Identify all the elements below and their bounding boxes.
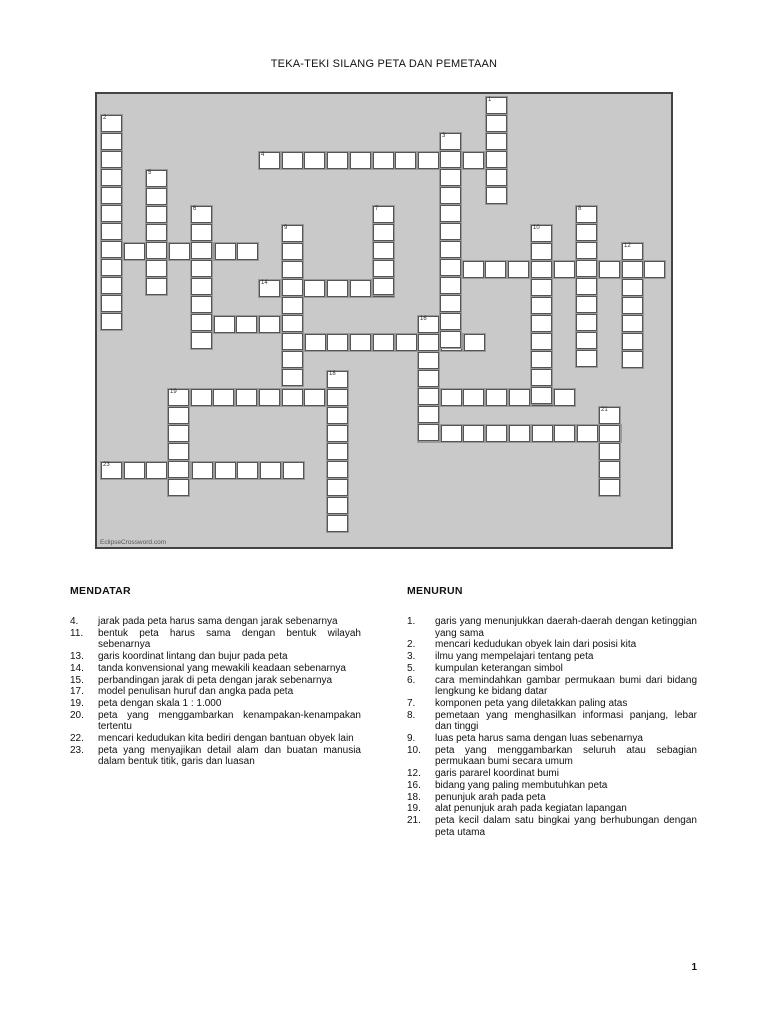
crossword-cell[interactable] xyxy=(124,243,145,260)
crossword-cell[interactable] xyxy=(282,333,303,350)
crossword-cell[interactable] xyxy=(259,152,280,169)
crossword-cell[interactable] xyxy=(215,462,236,479)
crossword-cell[interactable] xyxy=(101,277,122,294)
crossword-grid xyxy=(95,92,673,549)
menurun-clue xyxy=(407,780,697,792)
crossword-cell[interactable] xyxy=(531,369,552,386)
clue-text: peta dengan skala 1 : 1.000 xyxy=(98,697,222,709)
crossword-cell[interactable] xyxy=(327,407,348,424)
crossword-cell[interactable] xyxy=(464,334,485,351)
crossword-cell[interactable] xyxy=(146,242,167,259)
crossword-cell[interactable] xyxy=(486,115,507,132)
crossword-cell[interactable] xyxy=(101,133,122,150)
crossword-cell[interactable] xyxy=(237,462,258,479)
crossword-cell[interactable] xyxy=(373,242,394,259)
clue-number: 19. xyxy=(70,697,84,709)
clue-text: cara memindahkan gambar permukaan bumi dari bidang lengkung ke bidang datar xyxy=(435,674,697,698)
clue-number: 21. xyxy=(407,814,421,826)
clue-number: 17. xyxy=(70,686,84,698)
crossword-cell[interactable] xyxy=(599,479,620,496)
crossword-cell[interactable] xyxy=(463,389,484,406)
menurun-clue-list xyxy=(407,616,697,838)
menurun-clue xyxy=(407,639,697,651)
crossword-cell[interactable] xyxy=(305,334,326,351)
crossword-cell[interactable] xyxy=(146,188,167,205)
crossword-cell[interactable] xyxy=(259,389,280,406)
clue-text: ilmu yang mempelajari tentang peta xyxy=(435,651,594,663)
crossword-cell[interactable] xyxy=(168,443,189,460)
clue-number: 12. xyxy=(407,768,421,780)
clue-text: peta kecil dalam satu bingkai yang berhubungan dengan peta utama xyxy=(435,814,697,838)
mendatar-clue xyxy=(70,628,361,651)
mendatar-clue xyxy=(70,675,361,687)
clue-number: 7. xyxy=(407,697,416,709)
crossword-cell[interactable] xyxy=(486,425,507,442)
crossword-cell[interactable] xyxy=(327,497,348,514)
crossword-cell[interactable] xyxy=(282,297,303,314)
crossword-cell[interactable] xyxy=(418,406,439,423)
crossword-cell[interactable] xyxy=(576,206,597,223)
crossword-cell[interactable] xyxy=(486,389,507,406)
crossword-cell[interactable] xyxy=(395,152,416,169)
crossword-cell[interactable] xyxy=(622,297,643,314)
crossword-cell[interactable] xyxy=(327,334,348,351)
cell-number: 9 xyxy=(284,225,288,231)
cell-number: 1 xyxy=(488,97,492,103)
cell-number: 19 xyxy=(170,389,177,395)
crossword-cell[interactable] xyxy=(327,515,348,532)
crossword-cell[interactable] xyxy=(101,187,122,204)
crossword-cell[interactable] xyxy=(644,261,665,278)
clue-number: 1. xyxy=(407,616,416,627)
clue-text: model penulisan huruf dan angka pada peta xyxy=(98,686,294,698)
clue-text: pemetaan yang menghasilkan informasi panjang, lebar dan tinggi xyxy=(435,709,697,733)
clue-number: 11. xyxy=(70,627,84,639)
mendatar-clue xyxy=(70,733,361,745)
cell-number: 3 xyxy=(442,133,446,139)
menurun-clue xyxy=(407,675,697,698)
crossword-cell[interactable] xyxy=(169,243,190,260)
crossword-cell[interactable] xyxy=(509,389,530,406)
crossword-cell[interactable] xyxy=(214,316,235,333)
crossword-cell[interactable] xyxy=(440,169,461,186)
crossword-cell[interactable] xyxy=(463,152,484,169)
crossword-cell[interactable] xyxy=(554,261,575,278)
crossword-cell[interactable] xyxy=(101,462,122,479)
clue-text: garis yang menunjukkan daerah-daerah dengan ketinggian yang sama xyxy=(435,616,697,639)
clue-number: 14. xyxy=(70,662,84,674)
crossword-cell[interactable] xyxy=(146,278,167,295)
crossword-cell[interactable] xyxy=(146,170,167,187)
crossword-cell[interactable] xyxy=(168,479,189,496)
crossword-cell[interactable] xyxy=(622,351,643,368)
crossword-cell[interactable] xyxy=(599,443,620,460)
crossword-cell[interactable] xyxy=(622,261,643,278)
clue-number: 22. xyxy=(70,733,84,745)
cell-number: 23 xyxy=(103,462,110,468)
crossword-cell[interactable] xyxy=(441,425,462,442)
crossword-cell[interactable] xyxy=(508,261,529,278)
crossword-cell[interactable] xyxy=(327,371,348,388)
crossword-cell[interactable] xyxy=(350,334,371,351)
crossword-cell[interactable] xyxy=(282,243,303,260)
crossword-cell[interactable] xyxy=(418,334,439,351)
clue-text: peta yang menggambarkan seluruh atau sebagian permukaan bumi secara umum xyxy=(435,744,697,768)
crossword-cell[interactable] xyxy=(486,169,507,186)
crossword-cell[interactable] xyxy=(440,241,461,258)
crossword-cell[interactable] xyxy=(282,152,303,169)
crossword-cell[interactable] xyxy=(282,369,303,386)
crossword-cell[interactable] xyxy=(101,259,122,276)
crossword-cell[interactable] xyxy=(486,97,507,114)
crossword-cell[interactable] xyxy=(599,407,620,424)
clue-text: bidang yang paling membutuhkan peta xyxy=(435,779,608,791)
crossword-cell[interactable] xyxy=(531,279,552,296)
clue-text: jarak pada peta harus sama dengan jarak sebenarnya xyxy=(98,616,338,627)
crossword-cell[interactable] xyxy=(101,295,122,312)
crossword-cell[interactable] xyxy=(327,461,348,478)
crossword-cell[interactable] xyxy=(101,241,122,258)
crossword-cell[interactable] xyxy=(146,260,167,277)
crossword-cell[interactable] xyxy=(418,152,439,169)
menurun-clue xyxy=(407,710,697,733)
clue-text: tanda konvensional yang mewakili keadaan sebenarnya xyxy=(98,662,346,674)
crossword-cell[interactable] xyxy=(101,223,122,240)
crossword-cell[interactable] xyxy=(168,425,189,442)
cell-number: 16 xyxy=(420,316,427,322)
clue-number: 16. xyxy=(407,779,421,791)
menurun-clue xyxy=(407,616,697,639)
cell-number: 6 xyxy=(193,206,197,212)
crossword-cell[interactable] xyxy=(531,225,552,242)
crossword-cell[interactable] xyxy=(282,389,303,406)
crossword-cell[interactable] xyxy=(236,316,257,333)
clue-number: 4. xyxy=(70,616,79,627)
clue-number: 13. xyxy=(70,651,84,663)
clue-text: garis pararel koordinat bumi xyxy=(435,768,559,780)
clue-text: bentuk peta harus sama dengan bentuk wilayah sebenarnya xyxy=(98,627,361,651)
crossword-cell[interactable] xyxy=(463,425,484,442)
crossword-cell[interactable] xyxy=(463,261,484,278)
menurun-section xyxy=(407,585,697,838)
crossword-cell[interactable] xyxy=(440,331,461,348)
crossword-cell[interactable] xyxy=(191,242,212,259)
clue-text: mencari kedudukan kita bediri dengan bantuan obyek lain xyxy=(98,733,354,745)
crossword-cell[interactable] xyxy=(576,224,597,241)
crossword-cell[interactable] xyxy=(146,462,167,479)
crossword-cell[interactable] xyxy=(418,352,439,369)
mendatar-clue xyxy=(70,686,361,698)
crossword-cell[interactable] xyxy=(191,260,212,277)
clue-number: 6. xyxy=(407,674,416,686)
crossword-cell[interactable] xyxy=(282,351,303,368)
clue-number: 10. xyxy=(407,744,421,756)
mendatar-clue xyxy=(70,663,361,675)
crossword-cell[interactable] xyxy=(260,462,281,479)
crossword-cell[interactable] xyxy=(622,243,643,260)
mendatar-section xyxy=(70,585,361,768)
crossword-cell[interactable] xyxy=(327,425,348,442)
crossword-cell[interactable] xyxy=(373,206,394,223)
crossword-cell[interactable] xyxy=(146,224,167,241)
crossword-cell[interactable] xyxy=(168,461,189,478)
crossword-cell[interactable] xyxy=(576,314,597,331)
menurun-heading: MENURUN xyxy=(407,585,463,597)
crossword-cell[interactable] xyxy=(554,425,575,442)
clue-text: komponen peta yang diletakkan paling atas xyxy=(435,697,628,709)
crossword-cell[interactable] xyxy=(191,389,212,406)
crossword-cell[interactable] xyxy=(531,387,552,404)
crossword-cell[interactable] xyxy=(327,479,348,496)
crossword-cell[interactable] xyxy=(282,261,303,278)
crossword-cell[interactable] xyxy=(554,389,575,406)
crossword-cell[interactable] xyxy=(576,332,597,349)
crossword-cell[interactable] xyxy=(373,260,394,277)
crossword-cell[interactable] xyxy=(350,280,371,297)
menurun-clue xyxy=(407,803,697,815)
crossword-cell[interactable] xyxy=(191,314,212,331)
crossword-cell[interactable] xyxy=(101,151,122,168)
menurun-clue xyxy=(407,768,697,780)
menurun-clue xyxy=(407,745,697,768)
crossword-cell[interactable] xyxy=(418,316,439,333)
crossword-cell[interactable] xyxy=(622,279,643,296)
crossword-cell[interactable] xyxy=(259,280,280,297)
crossword-cell[interactable] xyxy=(373,278,394,295)
crossword-cell[interactable] xyxy=(485,261,506,278)
crossword-cell[interactable] xyxy=(101,313,122,330)
crossword-cell[interactable] xyxy=(101,205,122,222)
mendatar-clue xyxy=(70,616,361,628)
clue-number: 3. xyxy=(407,651,416,663)
crossword-cell[interactable] xyxy=(418,424,439,441)
crossword-cell[interactable] xyxy=(304,152,325,169)
clue-number: 8. xyxy=(407,709,416,721)
crossword-cell[interactable] xyxy=(577,425,598,442)
crossword-cell[interactable] xyxy=(259,316,280,333)
crossword-cell[interactable] xyxy=(531,351,552,368)
clue-text: luas peta harus sama dengan luas sebenarnya xyxy=(435,733,643,745)
crossword-cell[interactable] xyxy=(440,313,461,330)
crossword-cell[interactable] xyxy=(576,242,597,259)
crossword-cell[interactable] xyxy=(440,133,461,150)
mendatar-clue-list xyxy=(70,616,361,768)
crossword-cell[interactable] xyxy=(101,169,122,186)
crossword-cell[interactable] xyxy=(215,243,236,260)
crossword-cell[interactable] xyxy=(576,278,597,295)
crossword-cell[interactable] xyxy=(486,133,507,150)
clue-text: mencari kedudukan obyek lain dari posisi kita xyxy=(435,639,637,651)
crossword-cell[interactable] xyxy=(599,261,620,278)
clue-number: 19. xyxy=(407,803,421,815)
crossword-cell[interactable] xyxy=(168,389,189,406)
crossword-cell[interactable] xyxy=(192,462,213,479)
clue-number: 15. xyxy=(70,674,84,686)
cell-number: 5 xyxy=(148,170,152,176)
crossword-cell[interactable] xyxy=(486,187,507,204)
crossword-cell[interactable] xyxy=(576,296,597,313)
crossword-cell[interactable] xyxy=(576,260,597,277)
menurun-clue xyxy=(407,651,697,663)
crossword-cell[interactable] xyxy=(531,333,552,350)
crossword-cell[interactable] xyxy=(440,187,461,204)
cell-number: 14 xyxy=(261,280,268,286)
crossword-cell[interactable] xyxy=(418,370,439,387)
mendatar-heading: MENDATAR xyxy=(70,585,131,597)
crossword-cell[interactable] xyxy=(531,261,552,278)
menurun-clue xyxy=(407,663,697,675)
clue-number: 2. xyxy=(407,639,416,651)
crossword-cell[interactable] xyxy=(373,224,394,241)
mendatar-clue xyxy=(70,745,361,768)
crossword-cell[interactable] xyxy=(191,224,212,241)
cell-number: 21 xyxy=(601,407,608,413)
page-title: TEKA-TEKI SILANG PETA DAN PEMETAAN xyxy=(270,58,498,70)
crossword-cell[interactable] xyxy=(191,296,212,313)
cell-number: 2 xyxy=(103,115,107,121)
crossword-cell[interactable] xyxy=(622,333,643,350)
crossword-cell[interactable] xyxy=(327,280,348,297)
crossword-cell[interactable] xyxy=(440,259,461,276)
crossword-cell[interactable] xyxy=(622,315,643,332)
clue-text: perbandingan jarak di peta dengan jarak sebenarnya xyxy=(98,674,333,686)
crossword-cell[interactable] xyxy=(327,152,348,169)
mendatar-clue xyxy=(70,698,361,710)
crossword-cell[interactable] xyxy=(532,425,553,442)
crossword-cell[interactable] xyxy=(599,461,620,478)
menurun-clue xyxy=(407,698,697,710)
clue-number: 23. xyxy=(70,744,84,756)
clue-number: 5. xyxy=(407,662,416,674)
crossword-cell[interactable] xyxy=(440,223,461,240)
cell-number: 12 xyxy=(624,243,631,249)
clue-text: penunjuk arah pada peta xyxy=(435,791,546,803)
crossword-cell[interactable] xyxy=(396,334,417,351)
crossword-cell[interactable] xyxy=(441,389,462,406)
cell-number: 18 xyxy=(329,371,336,377)
crossword-cell[interactable] xyxy=(283,462,304,479)
clue-text: peta yang menggambarkan kenampakan-kenampakan tertentu xyxy=(98,709,361,733)
crossword-cell[interactable] xyxy=(327,443,348,460)
clue-text: alat penunjuk arah pada kegiatan lapangan xyxy=(435,803,627,815)
crossword-cell[interactable] xyxy=(531,243,552,260)
clue-number: 9. xyxy=(407,733,416,745)
crossword-cell[interactable] xyxy=(191,332,212,349)
crossword-cell[interactable] xyxy=(486,151,507,168)
crossword-cell[interactable] xyxy=(101,115,122,132)
crossword-cell[interactable] xyxy=(599,425,620,442)
cell-number: 10 xyxy=(533,225,540,231)
crossword-cell[interactable] xyxy=(191,278,212,295)
clue-text: garis koordinat lintang dan bujur pada peta xyxy=(98,651,288,663)
cell-number: 8 xyxy=(578,206,582,212)
crossword-cell[interactable] xyxy=(373,334,394,351)
crossword-cell[interactable] xyxy=(350,152,371,169)
clue-text: peta yang menyajikan detail alam dan buatan manusia dalam bentuk titik, garis dan luasan xyxy=(98,744,361,768)
menurun-clue xyxy=(407,733,697,745)
crossword-cell[interactable] xyxy=(327,389,348,406)
mendatar-clue xyxy=(70,710,361,733)
cell-number: 4 xyxy=(261,152,265,158)
menurun-clue xyxy=(407,792,697,804)
crossword-cell[interactable] xyxy=(418,388,439,405)
crossword-cell[interactable] xyxy=(576,350,597,367)
crossword-cell[interactable] xyxy=(440,205,461,222)
crossword-cell[interactable] xyxy=(191,206,212,223)
crossword-cell[interactable] xyxy=(168,407,189,424)
crossword-cell[interactable] xyxy=(440,295,461,312)
crossword-cell[interactable] xyxy=(440,151,461,168)
crossword-cell[interactable] xyxy=(282,279,303,296)
crossword-cell[interactable] xyxy=(124,462,145,479)
cell-number: 7 xyxy=(375,206,379,212)
crossword-cell[interactable] xyxy=(531,315,552,332)
crossword-cell[interactable] xyxy=(213,389,234,406)
crossword-cell[interactable] xyxy=(531,297,552,314)
crossword-cell[interactable] xyxy=(373,152,394,169)
page-number: 1 xyxy=(691,962,697,973)
crossword-cell[interactable] xyxy=(440,277,461,294)
clue-number: 18. xyxy=(407,791,421,803)
crossword-cell[interactable] xyxy=(237,243,258,260)
crossword-cell[interactable] xyxy=(509,425,530,442)
crossword-cell[interactable] xyxy=(304,389,325,406)
menurun-clue xyxy=(407,815,697,838)
crossword-cell[interactable] xyxy=(282,315,303,332)
crossword-cell[interactable] xyxy=(304,280,325,297)
crossword-cell[interactable] xyxy=(282,225,303,242)
crossword-cell[interactable] xyxy=(146,206,167,223)
crossword-credit: EclipseCrossword.com xyxy=(100,539,167,546)
clue-text: kumpulan keterangan simbol xyxy=(435,662,563,674)
crossword-cell[interactable] xyxy=(236,389,257,406)
clue-number: 20. xyxy=(70,709,84,721)
mendatar-clue xyxy=(70,651,361,663)
